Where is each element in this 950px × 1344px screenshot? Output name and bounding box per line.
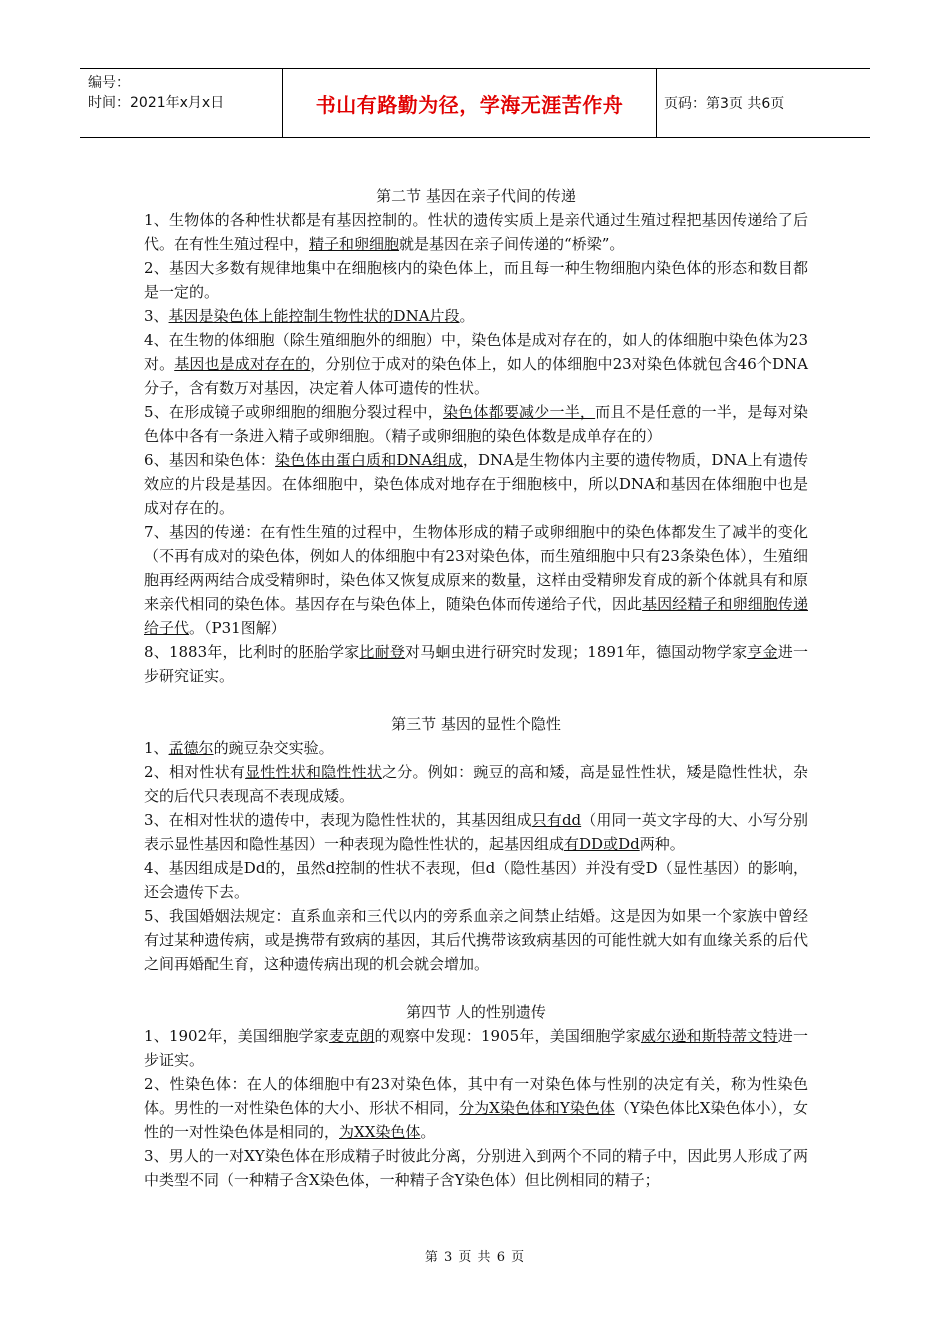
paragraph bbox=[144, 208, 808, 256]
underlined-keyword: 只有dd bbox=[531, 811, 582, 829]
text-run: （Y染色体比X染色体小），女性的一对性染色体是相同的， bbox=[144, 1099, 808, 1141]
paragraph bbox=[144, 760, 808, 808]
paragraph bbox=[144, 1024, 808, 1072]
text-run: 。（P31图解） bbox=[189, 619, 286, 637]
paragraph bbox=[144, 256, 808, 304]
text-run: 4、在生物的体细胞（除生殖细胞外的细胞）中，染色体是成对存在的，如人的体细胞中染色体为23对。 bbox=[144, 331, 808, 373]
text-run: 之分。例如：豌豆的高和矮，高是显性性状，矮是隐性性状，杂交的后代只表现高不表现成矮。 bbox=[144, 763, 808, 805]
underlined-keyword: 基因是染色体上能控制生物性状的DNA片段 bbox=[168, 307, 460, 325]
underlined-keyword: 染色体由蛋白质和DNA组成 bbox=[275, 451, 463, 469]
paragraph bbox=[144, 304, 808, 328]
page-header bbox=[80, 68, 870, 138]
text-run: 而且不是任意的一半，是每对染色体中各有一条进入精子或卵细胞。（精子或卵细胞的染色体数是成单存在的） bbox=[144, 403, 808, 445]
paragraph bbox=[144, 808, 808, 856]
text-run: 两种。 bbox=[639, 835, 685, 853]
underlined-keyword: 分为X染色体和Y染色体 bbox=[459, 1099, 615, 1117]
underlined-keyword: 威尔逊和斯特蒂文特 bbox=[640, 1027, 778, 1045]
section-gap bbox=[144, 688, 808, 712]
section-title: 第四节 人的性别遗传 bbox=[406, 1003, 546, 1021]
text-run: 3、在相对性状的遗传中，表现为隐性性状的，其基因组成 bbox=[144, 811, 532, 829]
underlined-keyword: 染色体都要减少一半， bbox=[442, 403, 596, 421]
underlined-keyword: 基因也是成对存在的 bbox=[174, 355, 311, 373]
paragraph bbox=[144, 736, 808, 760]
underlined-keyword: 精子和卵细胞 bbox=[309, 235, 400, 253]
text-run: 2、相对性状有 bbox=[144, 763, 246, 781]
text-run: （用同一英文字母的大、小写分别表示显性基因和隐性基因）一种表现为隐性性状的，起基因组成 bbox=[144, 811, 808, 853]
text-run: 3、男人的一对XY染色体在形成精子时彼此分离，分别进入到两个不同的精子中，因此男人形成了两中类型不同（一种精子含X染色体，一种精子含Y染色体）但比例相同的精子； bbox=[144, 1147, 808, 1189]
paragraph bbox=[144, 328, 808, 400]
document-body bbox=[144, 184, 808, 1192]
underlined-keyword: 亨金 bbox=[747, 643, 778, 661]
text-run: 5、我国婚姻法规定：直系血亲和三代以内的旁系血亲之间禁止结婚。这是因为如果一个家族中曾经有过某种遗传病，或是携带有致病的基因，其后代携带该致病基因的可能性就大如有血缘关系的后代之间再婚配生育，这种遗传病出现的机会就会增加。 bbox=[144, 907, 808, 973]
text-run: 进一步研究证实。 bbox=[144, 643, 808, 685]
text-run: 。 bbox=[459, 307, 475, 325]
text-run: 就是基因在亲子间传递的“桥梁”。 bbox=[399, 235, 625, 253]
underlined-keyword: 显性性状和隐性性状 bbox=[245, 763, 383, 781]
document-time: 时间：2021年x月x日 bbox=[88, 95, 225, 111]
paragraph bbox=[144, 904, 808, 976]
text-run: 的观察中发现：1905年，美国细胞学家 bbox=[374, 1027, 641, 1045]
text-run: 7、基因的传递：在有性生殖的过程中，生物体形成的精子或卵细胞中的染色体都发生了减半的变化（不再有成对的染色体，例如人的体细胞中有23对染色体，而生殖细胞中只有23条染色体），生殖细胞再经两两结合成受精卵时，染色体又恢复成原来的数量，这样由受精卵发育成的新个体就具有和原来亲代相同的染色体。基因存在与染色体上，随染色体而传递给子代，因此 bbox=[144, 523, 808, 613]
paragraph bbox=[144, 520, 808, 640]
text-run: 3、 bbox=[144, 307, 169, 325]
page-footer: 第 3 页 共 6 页 bbox=[424, 1250, 526, 1265]
text-run: 1、生物体的各种性状都是有基因控制的。性状的遗传实质上是亲代通过生殖过程把基因传递给了后代。在有性生殖过程中， bbox=[144, 211, 808, 253]
header-motto: 书山有路勤为径，学海无涯苦作舟 bbox=[282, 69, 657, 137]
paragraph bbox=[144, 856, 808, 904]
text-run: ，DNA是生物体内主要的遗传物质，DNA上有遗传效应的片段是基因。在体细胞中，染色体成对地存在于细胞核中，所以DNA和基因在体细胞中也是成对存在的。 bbox=[144, 451, 808, 517]
underlined-keyword: 孟德尔 bbox=[168, 739, 214, 757]
underlined-keyword: 为XX染色体 bbox=[339, 1123, 421, 1141]
text-run: ，分别位于成对的染色体上，如人的体细胞中23对染色体就包含46个DNA分子，含有数万对基因，决定着人体可遗传的性状。 bbox=[144, 355, 808, 397]
underlined-keyword: 麦克朗 bbox=[328, 1027, 375, 1045]
section-gap bbox=[144, 976, 808, 1000]
section-title: 第三节 基因的显性个隐性 bbox=[391, 715, 561, 733]
text-run: 8、1883年，比利时的胚胎学家 bbox=[144, 643, 360, 661]
header-page-info: 页码：第3页 共6页 bbox=[664, 96, 785, 112]
text-run: 1、1902年，美国细胞学家 bbox=[144, 1027, 329, 1045]
underlined-keyword: 比耐登 bbox=[359, 643, 406, 661]
paragraph bbox=[144, 640, 808, 688]
section-title: 第二节 基因在亲子代间的传递 bbox=[376, 187, 576, 205]
text-run: 对马蛔虫进行研究时发现；1891年，德国动物学家 bbox=[405, 643, 748, 661]
document-number: 编号： bbox=[88, 75, 130, 91]
underlined-keyword: 有DD或Dd bbox=[564, 835, 640, 853]
paragraph bbox=[144, 1072, 808, 1144]
text-run: 1、 bbox=[144, 739, 169, 757]
paragraph bbox=[144, 448, 808, 520]
text-run: 5、在形成镜子或卵细胞的细胞分裂过程中， bbox=[144, 403, 443, 421]
text-run: 2、性染色体：在人的体细胞中有23对染色体，其中有一对染色体与性别的决定有关，称为性染色体。男性的一对性染色体的大小、形状不相同， bbox=[144, 1075, 808, 1117]
header-meta bbox=[88, 73, 278, 113]
text-run: 4、基因组成是Dd的，虽然d控制的性状不表现，但d（隐性基因）并没有受D（显性基因）的影响，还会遗传下去。 bbox=[144, 859, 808, 901]
text-run: 6、基因和染色体： bbox=[144, 451, 276, 469]
text-run: 的豌豆杂交实验。 bbox=[213, 739, 334, 757]
text-run: 进一步证实。 bbox=[144, 1027, 808, 1069]
paragraph bbox=[144, 400, 808, 448]
underlined-keyword: 基因经精子和卵细胞传递给子代 bbox=[144, 595, 808, 637]
paragraph bbox=[144, 1144, 808, 1192]
text-run: 2、基因大多数有规律地集中在细胞核内的染色体上，而且每一种生物细胞内染色体的形态和数目都是一定的。 bbox=[144, 259, 808, 301]
text-run: 。 bbox=[420, 1123, 436, 1141]
